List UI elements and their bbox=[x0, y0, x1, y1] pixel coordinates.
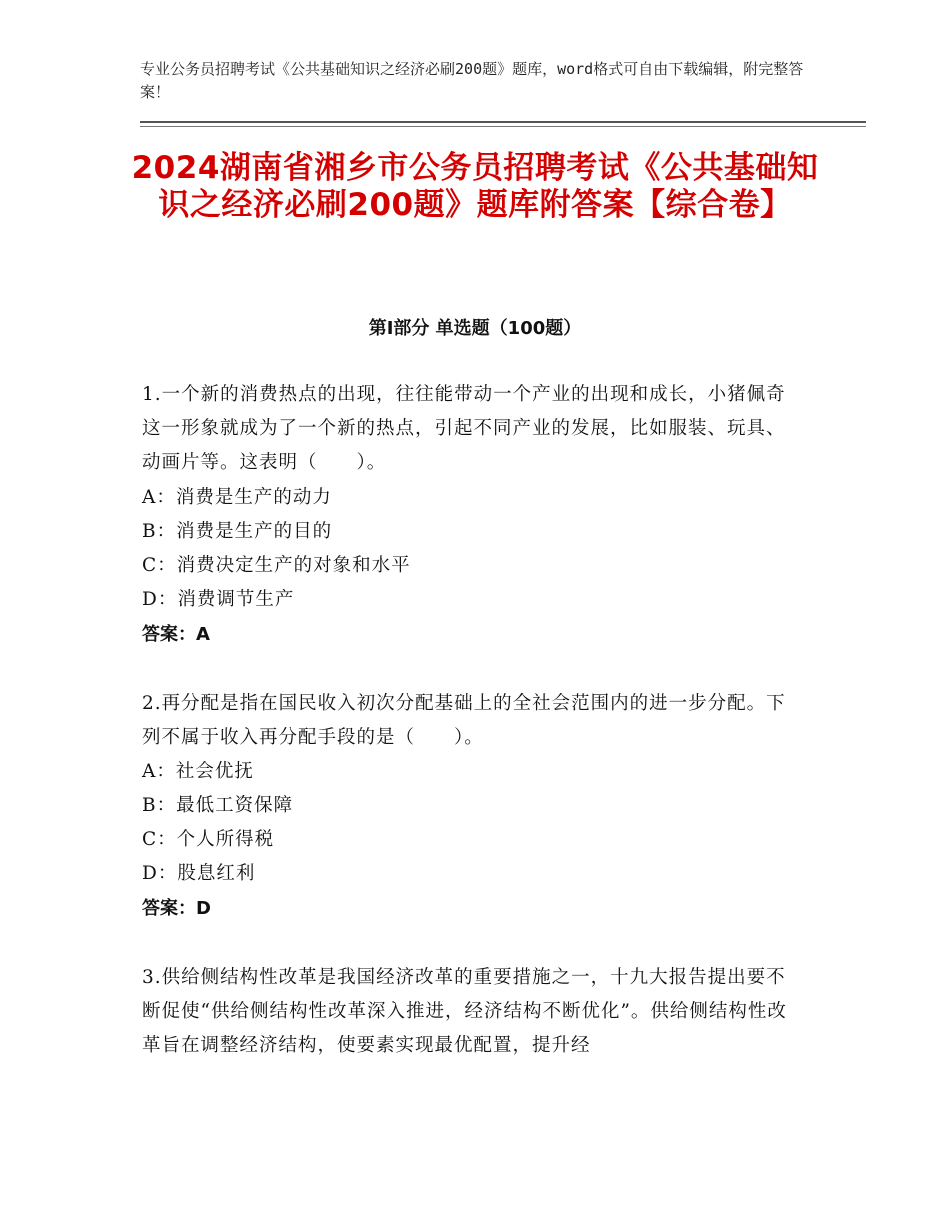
header-divider-thin bbox=[140, 126, 866, 127]
question-2-option-a: A：社会优抚 bbox=[142, 761, 254, 782]
question-1-option-d: D：消费调节生产 bbox=[142, 589, 295, 610]
question-2-option-d: D：股息红利 bbox=[142, 863, 256, 884]
question-2-option-b: B：最低工资保障 bbox=[142, 795, 294, 816]
header-divider-thick bbox=[140, 121, 866, 123]
section-title: 第Ⅰ部分 单选题（100题） bbox=[368, 318, 582, 339]
question-2-answer: 答案：D bbox=[142, 898, 211, 919]
header-note: 专业公务员招聘考试《公共基础知识之经济必刷200题》题库，word格式可自由下载编辑，附完整答案！ bbox=[140, 60, 804, 101]
question-1-option-a: A：消费是生产的动力 bbox=[142, 487, 332, 508]
question-2-stem: 2.再分配是指在国民收入初次分配基础上的全社会范围内的进一步分配。下列不属于收入再分配手段的是（ ）。 bbox=[142, 693, 786, 748]
question-1-option-b: B：消费是生产的目的 bbox=[142, 521, 333, 542]
question-2-option-c: C：个人所得税 bbox=[142, 829, 275, 850]
question-3-stem: 3.供给侧结构性改革是我国经济改革的重要措施之一，十九大报告提出要不断促使“供给侧结构性改革深入推进，经济结构不断优化”。供给侧结构性改革旨在调整经济结构，使要素实现最优配置，提升经 bbox=[142, 967, 787, 1056]
question-1-stem: 1.一个新的消费热点的出现，往往能带动一个产业的出现和成长，小猪佩奇这一形象就成为了一个新的热点，引起不同产业的发展，比如服装、玩具、动画片等。这表明（ ）。 bbox=[142, 384, 786, 473]
document-title: 2024湖南省湘乡市公务员招聘考试《公共基础知识之经济必刷200题》题库附答案【综合卷】 bbox=[131, 150, 819, 223]
question-1-option-c: C：消费决定生产的对象和水平 bbox=[142, 555, 411, 576]
question-1-answer: 答案：A bbox=[142, 624, 210, 645]
